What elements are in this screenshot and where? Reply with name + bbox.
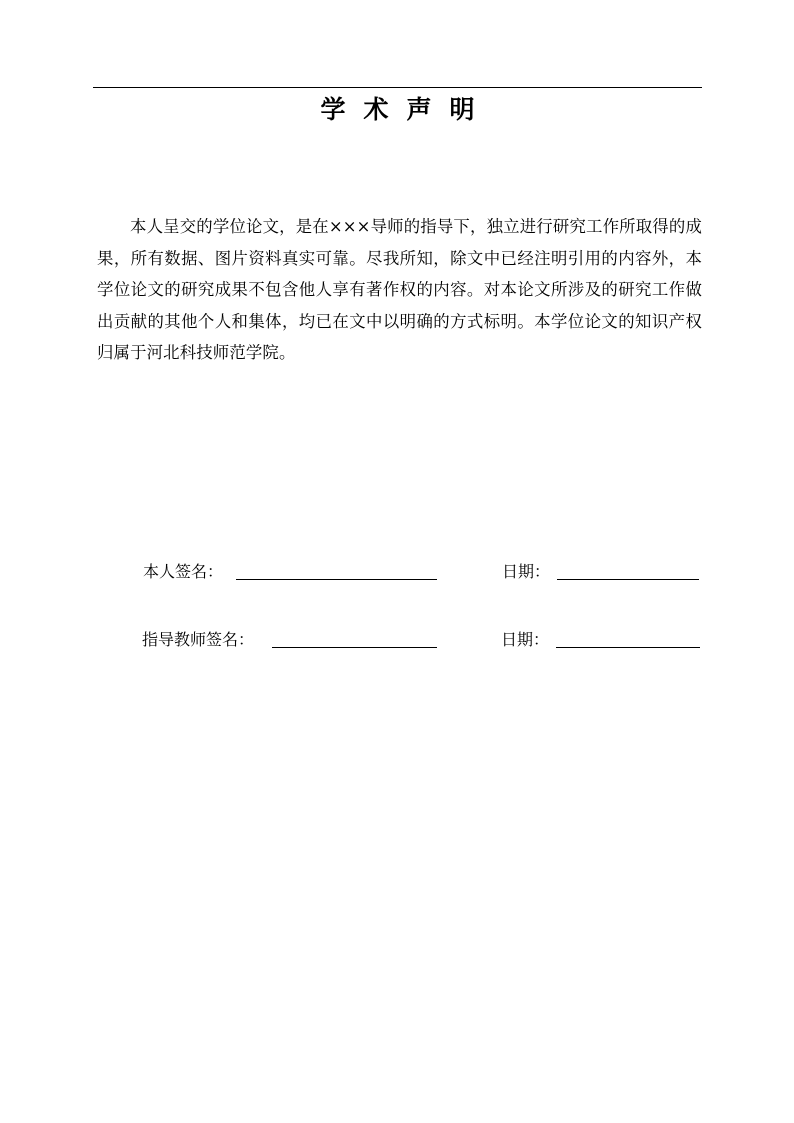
author-signature-line[interactable] — [236, 579, 437, 580]
author-signature-row — [0, 556, 794, 588]
top-divider — [93, 87, 702, 88]
author-date-line[interactable] — [557, 579, 699, 580]
page-title: 学术声明 — [320, 95, 493, 124]
advisor-signature-row — [0, 624, 794, 656]
advisor-date-label: 日期： — [501, 630, 550, 649]
declaration-paragraph: 本人呈交的学位论文，是在×××导师的指导下，独立进行研究工作所取得的成果，所有数据、图片资料真实可靠。尽我所知，除文中已经注明引用的内容外，本学位论文的研究成果不包含他人享有著作权的内容。对本论文所涉及的研究工作做出贡献的其他个人和集体，均已在文中以明确的方式标明。本学位论文的知识产权归属于河北科技师范学院。 — [97, 217, 702, 362]
advisor-signature-label: 指导教师签名： — [142, 630, 255, 649]
advisor-signature-line[interactable] — [272, 647, 437, 648]
author-date-label: 日期： — [502, 562, 551, 581]
advisor-date-line[interactable] — [556, 647, 700, 648]
author-signature-label: 本人签名： — [143, 562, 224, 581]
